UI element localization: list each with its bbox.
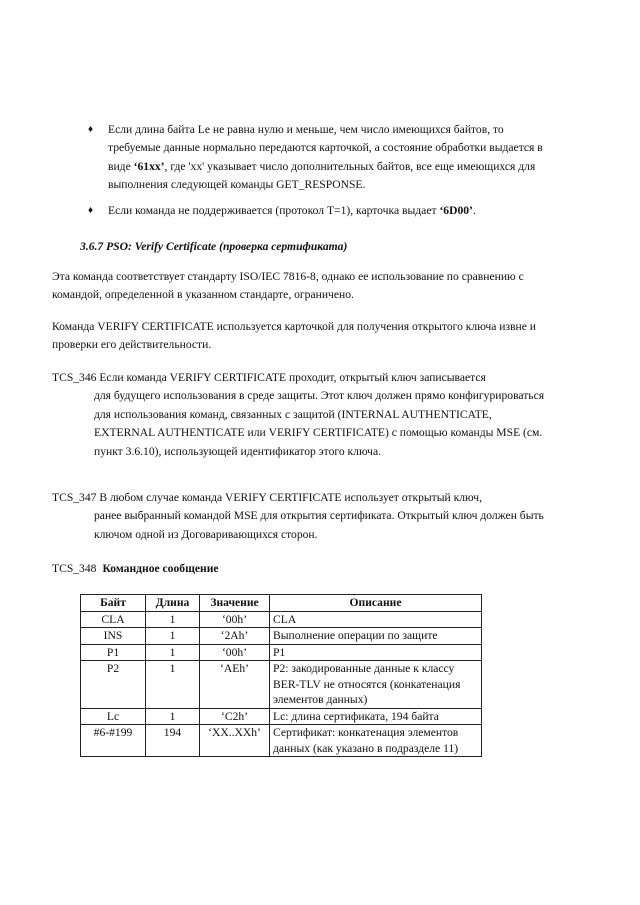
status-code: ‘6D00’ bbox=[439, 204, 473, 217]
cell-length: 1 bbox=[146, 644, 200, 661]
cell-byte: INS bbox=[81, 628, 146, 645]
paragraph-standard: Эта команда соответствует стандарту ISO/IEC 7816-8, однако ее использование по сравнению с командой, определенной в указанном стандарте, ограничено. bbox=[52, 270, 524, 302]
cell-length: 1 bbox=[146, 628, 200, 645]
cell-value: ‘2Ah’ bbox=[200, 628, 270, 645]
requirement-id: TCS_348 bbox=[52, 562, 97, 575]
command-message-table bbox=[80, 594, 482, 757]
cell-description: P2: закодированные данные к классу BER-TLV не относятся (конкатенация элементов данных) bbox=[270, 661, 482, 709]
cell-length: 194 bbox=[146, 725, 200, 757]
diamond-bullet-icon: ♦ bbox=[88, 205, 94, 216]
header-description: Описание bbox=[270, 595, 482, 612]
section-heading: 3.6.7 PSO: Verify Certificate (проверка сертификата) bbox=[80, 240, 348, 253]
cell-byte: P1 bbox=[81, 644, 146, 661]
cell-value: ‘C2h’ bbox=[200, 708, 270, 725]
cell-description: Lc: длина сертификата, 194 байта bbox=[270, 708, 482, 725]
cell-byte: #6-#199 bbox=[81, 725, 146, 757]
diamond-bullet-icon: ♦ bbox=[88, 124, 94, 135]
table-row bbox=[81, 708, 482, 725]
bullet-item-unsupported bbox=[88, 202, 558, 220]
cell-description: CLA bbox=[270, 611, 482, 628]
cell-byte: CLA bbox=[81, 611, 146, 628]
table-row bbox=[81, 611, 482, 628]
cell-length: 1 bbox=[146, 611, 200, 628]
bullet-text: Если длина байта Le не равна нулю и меньше, чем число имеющихся байтов, то требуемые данные нормально передаются карточкой, а состояние обработки выдается в виде ‘61xx’, где 'xx' указывает число дополнительных байтов, все еще имеющихся для выполнения следующей команды GET_RESPONSE. bbox=[108, 123, 543, 192]
cell-length: 1 bbox=[146, 661, 200, 709]
requirement-first-line: TCS_346 Если команда VERIFY CERTIFICATE проходит, открытый ключ записывается bbox=[52, 371, 486, 384]
table-row bbox=[81, 628, 482, 645]
table-header-row bbox=[81, 595, 482, 612]
bullet-item-le-status bbox=[88, 121, 558, 195]
requirement-first-line: TCS_347 В любом случае команда VERIFY CERTIFICATE использует открытый ключ, bbox=[52, 491, 482, 504]
cell-value: ‘AEh’ bbox=[200, 661, 270, 709]
cell-description: Выполнение операции по защите bbox=[270, 628, 482, 645]
cell-length: 1 bbox=[146, 708, 200, 725]
status-code: ‘61xx’ bbox=[133, 159, 165, 173]
cell-value: ‘XX..XXh’ bbox=[200, 725, 270, 757]
cell-description: P1 bbox=[270, 644, 482, 661]
requirement-tcs-346 bbox=[52, 369, 552, 461]
header-length: Длина bbox=[146, 595, 200, 612]
paragraph-purpose: Команда VERIFY CERTIFICATE используется карточкой для получения открытого ключа извне и проверки его действительности. bbox=[52, 320, 537, 352]
requirement-continuation: ранее выбранный командой MSE для открытия сертификата. Открытый ключ должен быть ключом одной из Договаривающихся сторон. bbox=[94, 509, 544, 541]
cell-description: Сертификат: конкатенация элементов данных (как указано в подразделе 11) bbox=[270, 725, 482, 757]
bullet-text: Если команда не поддерживается (протокол T=1), карточка выдает ‘6D00’. bbox=[108, 204, 476, 217]
cell-byte: P2 bbox=[81, 661, 146, 709]
requirement-title: Командное сообщение bbox=[102, 562, 219, 575]
table-row bbox=[81, 644, 482, 661]
cell-value: ‘00h’ bbox=[200, 611, 270, 628]
cell-value: ‘00h’ bbox=[200, 644, 270, 661]
table-row bbox=[81, 725, 482, 757]
table-row bbox=[81, 661, 482, 709]
requirement-tcs-348 bbox=[52, 560, 219, 578]
cell-byte: Lc bbox=[81, 708, 146, 725]
header-value: Значение bbox=[200, 595, 270, 612]
header-byte: Байт bbox=[81, 595, 146, 612]
requirement-continuation: для будущего использования в среде защиты. Этот ключ должен прямо конфигурироваться для использования команд, связанных с защитой (INTERNAL AUTHENTICATE, EXTERNAL AUTHENTICATE или VERIFY CERTIFICATE) с помощью команды MSE (см. пункт 3.6.10), использующей идентификатор этого ключа. bbox=[94, 389, 545, 458]
requirement-tcs-347 bbox=[52, 489, 552, 544]
